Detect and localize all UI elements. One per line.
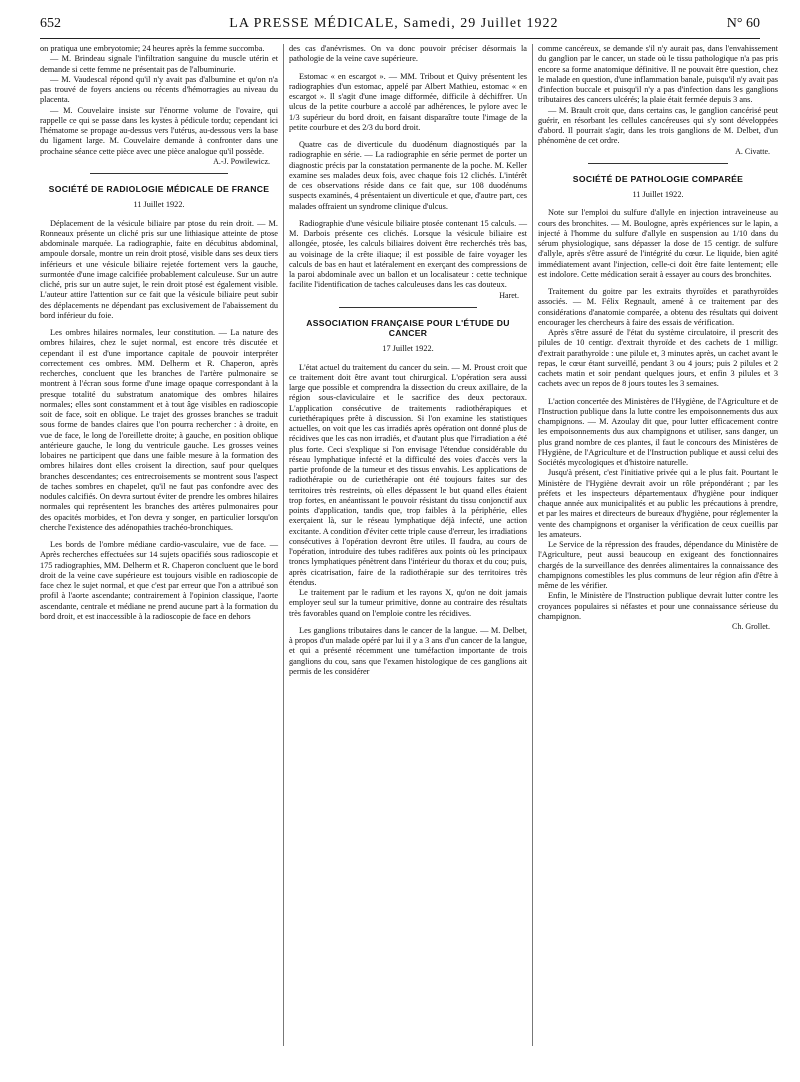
paragraph: comme cancéreux, se demande s'il n'y aurait pas, dans l'envahissement du ganglion par le cancer, un stade où le tissu pathologique n'a pas pris encore sa forme anatomique définitive. Il ne pouvait être question, chez le malade en question, d'une inflammation banale, puisqu'il n'y avait pas d'infection buccale et puisqu'il n'y a pas d'infection dans les ganglions tributaires des cancers ulcérés; la plaie était fermée depuis 3 ans. (538, 44, 778, 105)
paragraph: Estomac « en escargot ». — MM. Tribout et Quivy présentent les radiographies d'un estomac, appelé par Albert Mathieu, estomac « en escargot ». Il s'agit d'une image difformée, difficile à déchiffrer. Un ulcus de la petite courbure a accolé par adhérences, le pylore avec le 1/3 supérieur du bord droit, en faisant disparaître toute l'image de la petite courbure et des 2/3 du bord droit. (289, 71, 527, 132)
paragraph: Les bords de l'ombre médiane cardio-vasculaire, vue de face. — Après recherches effectuées sur 14 sujets opacifiés sous radioscopie et 175 radiographies, MM. Delherm et R. Chaperon concluent que le bord droit de la veine cave supérieure est toujours visible en radioscopie de face chez le sujet normal, et que c'est par erreur que l'on a attribué son profil à l'aorte ascendante; contrairement à l'opinion classique, l'aorte ascendante, centrale et médiane ne prend aucune part à la formation du bord droit, et est inaccessible à la radioscopie de face en dehors (40, 540, 278, 621)
paragraph: on pratiqua une embryotomie; 24 heures après la femme succomba. (40, 44, 265, 53)
paragraph: Radiographie d'une vésicule biliaire ptosée contenant 15 calculs. — M. Darbois présente ces clichés. Lorsque la vésicule biliaire est allongée, ptosée, les calculs biliaires doivent être recherchés très bas, au voisinage de la crête iliaque; il est possible de faire voyager les calculs de bas en haut et latéralement en exerçant des compressions de la paroi abdominale avec un ballon et un localisateur : cette technique facilite l'identification de taches calculeuses dans les cas douteux. (289, 218, 527, 290)
column-3 (538, 44, 778, 632)
section-date: 17 Juillet 1922. (382, 344, 434, 354)
section-title: SOCIÉTÉ DE PATHOLOGIE COMPARÉE (572, 173, 744, 184)
column-2 (289, 44, 527, 677)
paragraph: L'état actuel du traitement du cancer du sein. — M. Proust croit que ce traitement doit être avant tout chirurgical. L'opération sera aussi large que possible et comprendra la dissection du creux axillaire, de la région sous-claviculaire et le sacrifice des deux pectoraux. L'application consécutive de traitements radiothérapiques et curiethérapiques prête à discussion. Si l'on examine les statistiques actuelles, on voit que les cas irradiés après opération ont donné plus de récidives que les cas non irradiés, et d'autant plus que l'irradiation a été plus forte. Ceci s'explique si l'on envisage l'étendue considérable du réseau lymphatique infecté et la difficulté des voies d'accès vers la partie profonde de la tumeur et des tissus envahis. Les applications de radiothérapie ou de curiethérapie ont été toujours faites sur des territoires très restreints, où elles dépassent le but quand elles étaient trop fortes, en anéantissant le pouvoir résistant du tissu conjonctif aux points d'application, tandis que, trop faibles à la périphérie, elles exerçaient là, sur le réseau lymphatique déjà infecté, une action excitante. A condition d'éviter cette triple cause d'erreur, les irradiations consécutives à l'opération devront être utiles. Il faudra, au cours de l'opération, introduire des tubes radifères aux points où les principaux troncs lymphatiques pénètrent dans l'intérieur du thorax et du cou; puis, après cicatrisation, faire de la radiothérapie sur des territoires très étendus. (289, 362, 527, 587)
paragraph: Quatre cas de diverticule du duodénum diagnostiqués par la radiographie en série. — La radiographie en série permet de porter un diagnostic précis par la constatation permanente de la poche. M. Keller examine ses malades deux fois, avec chaque fois 12 clichés. L'intérêt de ces observations réside dans ce fait que, sur 108 duodénums suspects examinés, 4 présentaient un diverticule et que, d'autre part, ces malades offraient un syndrome clinique d'ulcus. (289, 140, 527, 211)
paragraph: — M. Brindeau signale l'infiltration sanguine du muscle utérin et demande si cette femme ne présentait pas de l'albuminurie. (40, 54, 278, 74)
paragraph: — M. Vaudescal répond qu'il n'y avait pas d'albumine et qu'on n'a pas trouvé de foyers anciens ou récents d'hémorragies au niveau du placenta. (40, 74, 278, 105)
paragraph: Les ombres hilaires normales, leur constitution. — La nature des ombres hilaires, chez le sujet normal, est encore très discutée et cependant il est d'une importance capitale de pouvoir interpréter correctement ces ombres. MM. Delherm et R. Chaperon, après recherches, concluent que les branches de l'artère pulmonaire se montrent à l'écran sous forme d'une image opaque correspondant à la presque totalité du substratum anatomique des ombres hilaires normales; elles sont constamment et à tout âge visibles en radioscopie soit de face, soit en oblique. Le trajet des grosses branches se traduit sous forme de bandes claires que l'on pourra rechercher : à droite, en vue de face, le long de l'oreillette droite; à gauche, en position oblique antérieure gauche, le long du ventricule gauche. Les grosses veines lobaires ne participent que dans une faible mesure à la formation des ombres hilaires dont elles croisent la direction, sauf pour quelques branches descendantes; ces entrecroisements se montrent sous l'aspect de taches sombres en chapelet, qu'il ne faut pas confondre avec des nodules calcifiés. On devra surtout éviter de prendre les ombres hilaires normales qui représentent les branches des artères pulmonaires pour des opacités morbides, et l'on devra y songer, en particulier lorsqu'on cherche l'existence des adénopathies trachéo-bronchiques. (40, 328, 278, 532)
paragraph: — M. Brault croit que, dans certains cas, le ganglion cancérisé peut guérir, en résorbant les cellules cancéreuses qui s'y sont développées d'abord. Il pourrait s'agir, dans les trois ganglions de M. Delbet, d'un phénomène de cet ordre. (538, 105, 778, 146)
paragraph: Après s'être assuré de l'état du système circulatoire, il prescrit des pilules de 10 centigr. d'extrait thyroïde et des cachets de 1 milligr. d'extrait parathyroïde : une pilule et, 3 minutes après, un cachet avant le repas, le cœur étant surveillé, pendant 3 ou 4 jours; puis 2 pilules et 2 cachets matin et soir pendant quelques jours, et enfin 3 pilules et 3 cachets avec un repos de 8 jours toutes les 3 semaines. (538, 328, 778, 389)
paragraph: des cas d'anévrismes. On va donc pouvoir préciser désormais la pathologie de la veine cave supérieure. (289, 44, 527, 64)
column-divider (283, 44, 284, 1046)
section-title: ASSOCIATION FRANÇAISE POUR L'ÉTUDE DU CANCER (306, 317, 510, 338)
paragraph: Jusqu'à présent, c'est l'initiative privée qui a le plus fait. Pourtant le Ministère de l'Hygiène devrait avoir un rôle prépondérant ; par les préfets et les inspecteurs départementaux d'hygiène pour indiquer chaque année aux municipalités et au public les précautions à prendre, et par les maires et directeurs de bureaux d'hygiène, pour réglementer la vente des champignons et organiser la vérification de ceux cueillis par les amateurs. (538, 468, 778, 539)
paragraph: Déplacement de la vésicule biliaire par ptose du rein droit. — M. Ronneaux présente un cliché pris sur une lithiasique atteinte de ptose abdominale marquée. La radiographie, faite en décubitus abdominal, ampoule dorsale, montre un rein droit ptosé, visible dans ses deux tiers inférieurs et une vésicule biliaire rejetée fortement vers la gauche, surmontée d'une image calcifiée probablement calculeuse. Sur un autre cliché, pris sur un autre sujet, le rein droit ptosé est également visible. L'auteur attire l'attention sur ce fait que la vésicule biliaire peut subir des déplacements ne dépendant pas exclusivement de l'abaissement du bord inférieur du foie. (40, 218, 278, 320)
signature: A.-J. Powilewicz. (213, 156, 270, 166)
signature: A. Civatte. (735, 146, 770, 156)
section-rule (588, 163, 728, 164)
column-1 (40, 44, 278, 622)
section-rule (339, 307, 477, 308)
page-number: 652 (40, 16, 61, 31)
paragraph: Traitement du goitre par les extraits thyroïdes et parathyroïdes associés. — M. Félix Regnault, amené à ce traitement par des considérations d'anatomie comparée, a obtenu des résultats qui doivent encourager les chercheurs à faire des essais de vérification. (538, 287, 778, 327)
section-date: 11 Juillet 1922. (133, 200, 185, 210)
section-rule (90, 173, 228, 174)
paragraph: Les ganglions tributaires dans le cancer de la langue. — M. Delbet, à propos d'un malade opéré par lui il y a 3 ans d'un cancer de la langue, et qui a présenté récemment une tuméfaction importante de trois ganglions du cou, sans que l'examen histologique de ces ganglions ait permis de les considérer (289, 625, 527, 676)
signature: Ch. Grollet. (732, 622, 770, 631)
signature: Haret. (499, 290, 519, 300)
paragraph: Le Service de la répression des fraudes, dépendance du Ministère de l'Agriculture, peut aussi beaucoup en exigeant des fonctionnaires chargés de la surveillance des denrées alimentaires la connaissance des champignons comestibles les plus communs de leur région afin d'être à même de les vérifier. (538, 540, 778, 590)
paragraph: Enfin, le Ministère de l'Instruction publique devrait lutter contre les croyances populaires si néfastes et pour une connaissance sérieuse du champignon. (538, 591, 778, 621)
section-title: SOCIÉTÉ DE RADIOLOGIE MÉDICALE DE FRANCE (48, 184, 270, 194)
paragraph: Le traitement par le radium et les rayons X, qu'on ne doit jamais employer seul sur la tumeur primitive, donne au contraire des résultats très favorables quand on l'emploie contre les récidives. (289, 588, 527, 618)
section-date: 11 Juillet 1922. (632, 190, 684, 199)
page-header (40, 16, 760, 39)
issue-number: N° 60 (726, 16, 760, 31)
paragraph: L'action concertée des Ministères de l'Hygiène, de l'Agriculture et de l'Instruction publique dans la lutte contre les empoisonnements dus aux champignons. — M. Azoulay dit que, pour lutter efficacement contre les empoisonnements dus aux champignons et utiliser, sans danger, un plus grand nombre de ces plantes, il faut le concours des Ministères de l'Hygiène, de l'Agriculture et de l'Instruction publique et aussi celui des Sociétés mycologiques et d'histoire naturelle. (538, 396, 778, 467)
paragraph: Note sur l'emploi du sulfure d'allyle en injection intraveineuse au cours des bronchites. — M. Boulogne, après expériences sur le lapin, a injecté à l'homme du sulfure d'allyle en suspension au 1/10 dans du sérum physiologique, sans dépasser la dose de 15 centigr. de sulfure d'allyle, après s'être assuré de l'intégrité du cœur. Le liquide, bien agité immédiatement avant l'injection, celle-ci doit être faite lentement; elle est indolore. Cette médication serait à essayer au cours des bronchites. (538, 208, 778, 279)
journal-title: LA PRESSE MÉDICALE, Samedi, 29 Juillet 1922 (229, 16, 559, 31)
paragraph: — M. Couvelaire insiste sur l'énorme volume de l'ovaire, qui rappelle ce qui se passe dans les kystes à pédicule tordu; cependant ici l'hématome se propage au-dessus vers l'utérus, au-dessous vers la base du ligament large. M. Couvelaire demande à confronter dans une prochaine séance cette pièce avec une pièce analogue qu'il possède. (40, 105, 278, 156)
column-divider (532, 44, 533, 1046)
